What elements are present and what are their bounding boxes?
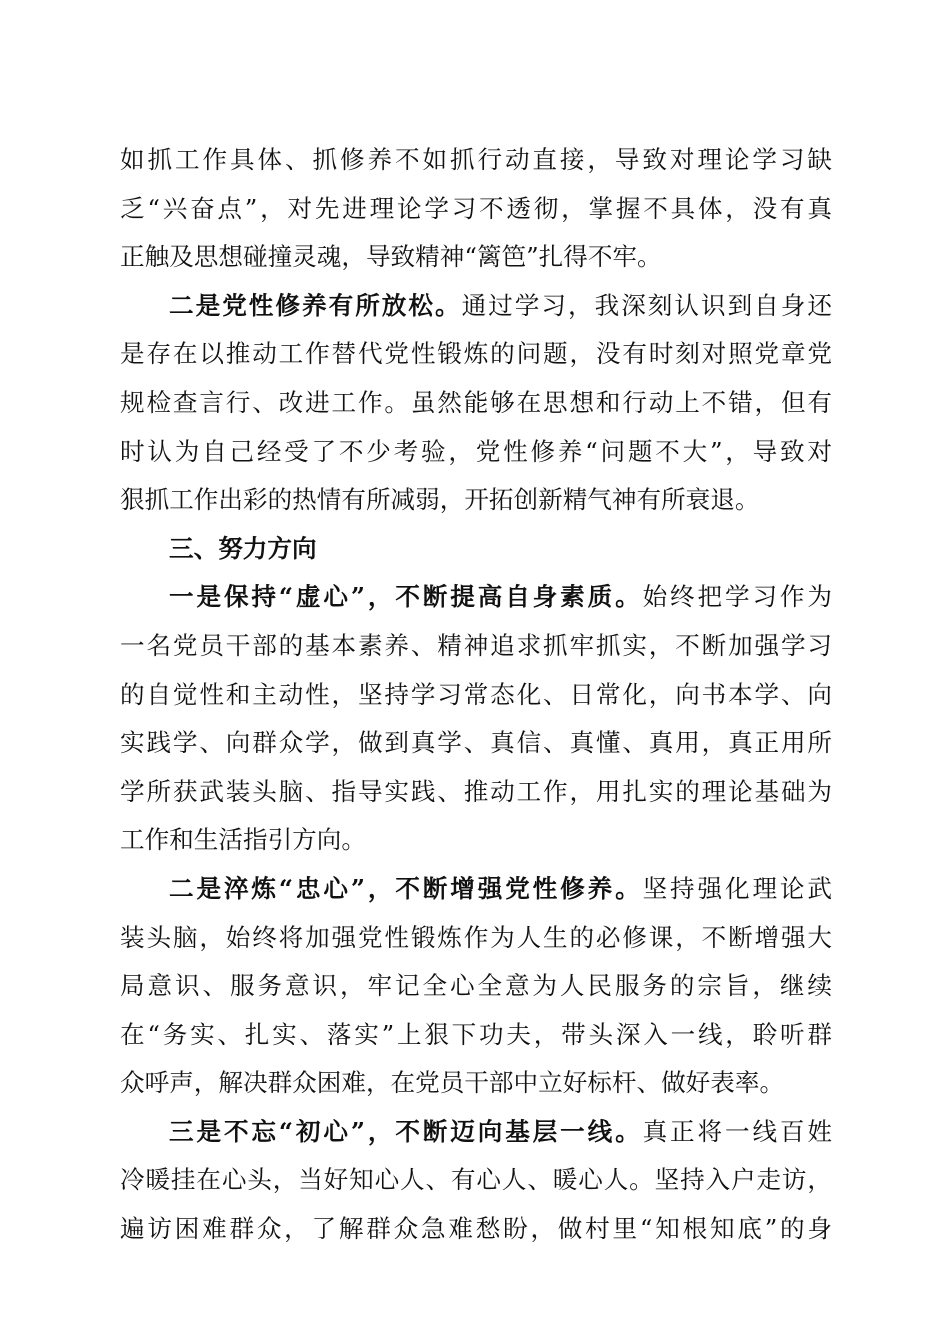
paragraph-text: 坚持强化理论武 xyxy=(642,873,832,903)
paragraph-line: 在“务实、扎实、落实”上狠下功夫，带头深入一线，聆听群 xyxy=(120,1019,832,1049)
paragraph-first-line xyxy=(120,865,832,914)
paragraph-line: 规检查言行、改进工作。虽然能够在思想和行动上不错，但有 xyxy=(120,387,832,417)
paragraph-lead: 一是保持“虚心”，不断提高自身素质。 xyxy=(169,582,643,612)
paragraph-line: 狠抓工作出彩的热情有所减弱，开拓创新精气神有所衰退。 xyxy=(120,485,760,515)
paragraph-text: 真正将一线百姓 xyxy=(642,1116,832,1146)
paragraph-first-line xyxy=(120,1108,832,1157)
paragraph-line: 的自觉性和主动性，坚持学习常态化、日常化，向书本学、向 xyxy=(120,679,832,709)
paragraph-line: 装头脑，始终将加强党性锻炼作为人生的必修课，不断增强大 xyxy=(120,922,832,952)
paragraph-line: 学所获武装头脑、指导实践、推动工作，用扎实的理论基础为 xyxy=(120,776,832,806)
paragraph-line: 乏“兴奋点”，对先进理论学习不透彻，掌握不具体，没有真 xyxy=(120,193,832,223)
paragraph-lead: 三是不忘“初心”，不断迈向基层一线。 xyxy=(169,1116,643,1146)
paragraph-line: 是存在以推动工作替代党性锻炼的问题，没有时刻对照党章党 xyxy=(120,339,832,369)
document-body xyxy=(120,136,832,1254)
paragraph-line: 冷暖挂在心头，当好知心人、有心人、暖心人。坚持入户走访， xyxy=(120,1165,832,1195)
paragraph-line: 众呼声，解决群众困难，在党员干部中立好标杆、做好表率。 xyxy=(120,1068,785,1098)
paragraph-line: 工作和生活指引方向。 xyxy=(120,825,366,855)
paragraph-line: 遍访困难群众，了解群众急难愁盼，做村里“知根知底”的身 xyxy=(120,1214,832,1244)
paragraph-lead: 二是淬炼“忠心”，不断增强党性修养。 xyxy=(169,873,643,903)
paragraph-line: 一名党员干部的基本素养、精神追求抓牢抓实，不断加强学习 xyxy=(120,630,832,660)
paragraph-lead: 二是党性修养有所放松。 xyxy=(169,290,462,320)
section-heading: 三、努力方向 xyxy=(169,533,317,563)
paragraph-line: 正触及思想碰撞灵魂，导致精神“篱笆”扎得不牢。 xyxy=(120,242,662,272)
paragraph-line: 如抓工作具体、抓修养不如抓行动直接，导致对理论学习缺 xyxy=(120,145,832,174)
paragraph-line: 实践学、向群众学，做到真学、真信、真懂、真用，真正用所 xyxy=(120,728,832,758)
paragraph-first-line xyxy=(120,573,832,622)
paragraph-first-line xyxy=(120,282,832,331)
paragraph-text: 始终把学习作为 xyxy=(642,582,832,612)
paragraph-line: 时认为自己经受了不少考验，党性修养“问题不大”，导致对 xyxy=(120,436,832,466)
paragraph-text: 通过学习，我深刻认识到自身还 xyxy=(461,290,832,320)
paragraph-line: 局意识、服务意识，牢记全心全意为人民服务的宗旨，继续 xyxy=(120,971,832,1001)
